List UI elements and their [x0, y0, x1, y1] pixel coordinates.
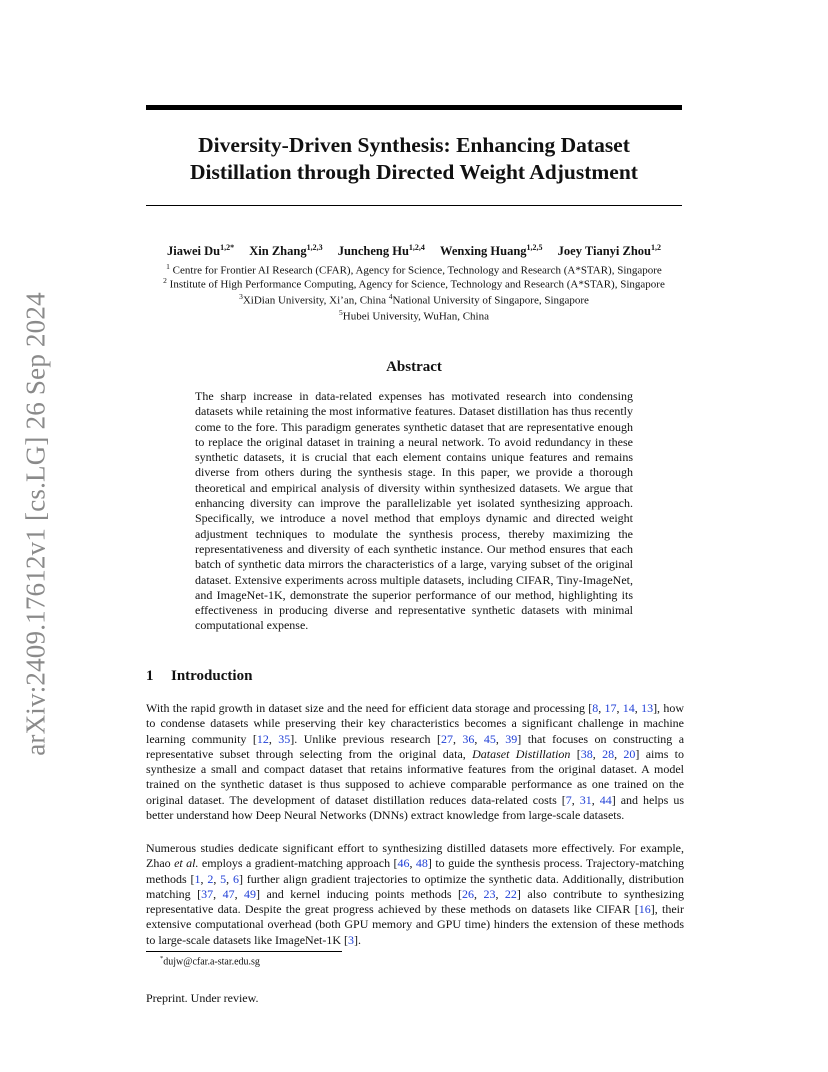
affiliation-2: $^2$ Institute of High Performance Computing, Agency for Science, Technology and Research (A*STAR), Singapore	[163, 276, 665, 291]
citation-link[interactable]: 23	[483, 886, 496, 901]
citation-link[interactable]: 12	[256, 731, 269, 746]
author: Wenxing Huang$^{1,2,5}$	[440, 243, 543, 259]
citation-link[interactable]: 5	[220, 871, 227, 886]
citation-link[interactable]: 39	[505, 731, 518, 746]
citation-link[interactable]: 13	[641, 701, 654, 715]
citation-link[interactable]: 1	[194, 871, 201, 886]
citation-link[interactable]: 27	[440, 731, 453, 746]
title-top-rule	[146, 105, 682, 110]
citation-link[interactable]: 46	[397, 856, 410, 871]
citation-link[interactable]: 20	[623, 746, 636, 761]
intro-paragraph-1: With the rapid growth in dataset size and the need for efficient data storage and processing [8, 17, 14, 13], how to condense datasets while preserving their key characteristics becomes a significant challenge in machine learning community [12, 35]. Unlike previous research [27, 36, 45, 39] that focuses on constructing a representative subset through selecting from the original data, Dataset Distillation [38, 28, 20] aims to synthesize a small and compact dataset that retains informative features from the original dataset. A model trained on the synthetic dataset is thus supposed to achieve comparable performance as one trained on the original dataset. The development of dataset distillation reduces data-related costs [7, 31, 44] and helps us better understand how Deep Neural Networks (DNNs) extract knowledge from large-scale datasets.	[146, 701, 685, 823]
author: Jiawei $Du^{1,2*}$	[167, 243, 235, 259]
citation-link[interactable]: 44	[599, 792, 612, 807]
citation-link[interactable]: 26	[462, 886, 475, 901]
citation-link[interactable]: 16	[638, 902, 651, 917]
title-bottom-rule	[146, 205, 682, 206]
abstract-heading: Abstract	[386, 359, 442, 375]
title-line-2: Distillation through Directed Weight Adjustment	[190, 160, 638, 184]
citation-link[interactable]: 8	[592, 701, 599, 715]
intro-paragraph-2: Numerous studies dedicate significant effort to synthesizing distilled datasets more effectively. For example, Zhao et al. employs a gradient-matching approach [46, 48] to guide the synthesis process. Trajectory-matching methods [1, 2, 5, 6] further align gradient trajectories to optimize the synthetic data. Additionally, distribution matching [37, 47, 49] and kernel inducing points methods [26, 23, 22] also contribute to synthesizing representative data. Despite the great progress achieved by these methods on datasets like CIFAR [16], their extensive computational overhead (both GPU memory and GPU time) hinders the extension of these methods to large-scale datasets like ImageNet-1K [3].	[146, 841, 685, 947]
emphasis-term: et al.	[174, 856, 199, 871]
affiliation-3-4: $^3$XiDian University, Xi’an, China $^4$National University of Singapore, Singapore	[239, 292, 589, 307]
citation-link[interactable]: 3	[348, 932, 355, 947]
citation-link[interactable]: 36	[462, 731, 475, 746]
citation-link[interactable]: 45	[483, 731, 496, 746]
section-heading	[146, 668, 682, 685]
paper-title	[146, 132, 682, 186]
arxiv-identifier[interactable]: arXiv:2409.17612v1 [cs.LG] 26 Sep 2024	[20, 292, 51, 756]
citation-link[interactable]: 48	[415, 856, 428, 871]
author: Juncheng Hu$^{1,2,4}$	[337, 243, 425, 259]
citation-link[interactable]: 31	[579, 792, 592, 807]
footnote-rule	[146, 951, 342, 952]
citation-link[interactable]: 22	[504, 886, 517, 901]
citation-link[interactable]: 37	[201, 886, 214, 901]
arxiv-sidebar	[16, 288, 56, 760]
affiliation-5: $^5$Hubei University, WuHan, China	[339, 308, 489, 323]
abstract-body: The sharp increase in data-related expenses has motivated research into condensing datasets while retaining the most informative features. Dataset distillation has thus recently come to the fore. This paradigm generates synthetic dataset that are representative enough to replace the original dataset in training a neural network. To avoid redundancy in these synthetic datasets, it is crucial that each element contains unique features and remains diverse from others during the synthesis stage. In this paper, we provide a thorough theoretical and empirical analysis of diversity within synthesized datasets. We argue that enhancing diversity can improve the parallelizable yet isolated synthesizing approach. Specifically, we introduce a novel method that employs dynamic and directed weight adjustment techniques to modulate the synthesis process, thereby maximizing the representativeness and diversity of each synthetic instance. Our method ensures that each batch of synthetic data mirrors the characteristics of a large, varying subset of the original dataset. Extensive experiments across multiple datasets, including CIFAR, Tiny-ImageNet, and ImageNet-1K, demonstrate the superior performance of our method, highlighting its effectiveness in producing diverse and representative synthetic datasets with minimal computational expense.	[195, 389, 633, 633]
citation-link[interactable]: 49	[244, 886, 257, 901]
citation-link[interactable]: 2	[207, 871, 214, 886]
affiliation-1: $^1$ Centre for Frontier AI Research (CFAR), Agency for Science, Technology and Research (A*STAR), Singapore	[166, 262, 662, 277]
citation-link[interactable]: 35	[278, 731, 291, 746]
section-title: Introduction	[171, 668, 253, 684]
section-number: 1	[146, 668, 154, 684]
citation-link[interactable]: 47	[222, 886, 235, 901]
citation-link[interactable]: 17	[604, 701, 617, 715]
citation-link[interactable]: 14	[622, 701, 635, 715]
footnote-email: dujw@cfar.a-star.edu.sg	[163, 956, 260, 968]
footnote: *dujw@cfar.a-star.edu.sg	[160, 955, 260, 968]
citation-link[interactable]: 7	[565, 792, 572, 807]
citation-link[interactable]: 38	[580, 746, 593, 761]
author: Joey Tianyi Zhou$^{1,2}$	[557, 243, 661, 259]
citation-link[interactable]: 6	[232, 871, 239, 886]
citation-link[interactable]: 28	[602, 746, 615, 761]
emphasis-term: Dataset Distillation	[472, 746, 571, 761]
title-line-1: Diversity-Driven Synthesis: Enhancing Dataset	[198, 133, 630, 157]
preprint-notice: Preprint. Under review.	[146, 991, 259, 1005]
author-list	[100, 240, 728, 259]
author: Xin Zhang$^{1,2,3}$	[249, 243, 323, 259]
